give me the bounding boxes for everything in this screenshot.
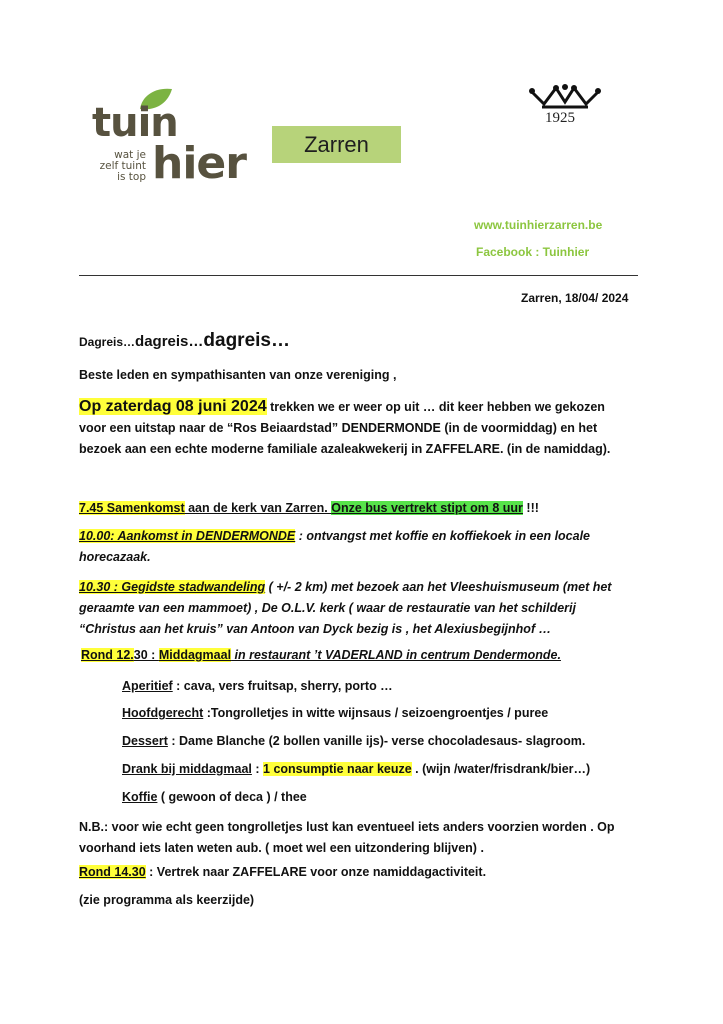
letter-date: Zarren, 18/04/ 2024 xyxy=(521,291,629,305)
logo-tagline: wat je zelf tuint is top xyxy=(99,149,146,183)
logo-word-hier: hier xyxy=(152,138,246,189)
schedule-item-meetup: 7.45 Samenkomst aan de kerk van Zarren. Onze bus vertrekt stipt om 8 uur !!! xyxy=(79,501,539,515)
schedule-item-afternoon: Rond 14.30 : Vertrek naar ZAFFELARE voor onze namiddagactiviteit. xyxy=(79,865,487,879)
founding-year: 1925 xyxy=(545,110,575,126)
nb-note: N.B.: voor wie echt geen tongrolletjes lust kan eventueel iets anders voorzien worden . Op voorhand iets laten weten aub. ( moet wel een uitzondering blijven) . xyxy=(79,820,615,855)
schedule-item-lunch: Rond 12.30 : Middagmaal in restaurant ’t VADERLAND in centrum Dendermonde. xyxy=(81,648,561,662)
intro-paragraph: Op zaterdag 08 juni 2024 trekken we er weer op uit … dit keer hebben we gekozen voor een uitstap naar de “Ros Beiaardstad” DENDERMONDE (in de voormiddag) en het bezoek aan een echte moderne familiale azaleakwekerij in ZAFFELARE. (in de namiddag). xyxy=(79,398,611,456)
footer-note: (zie programma als keerzijde) xyxy=(79,893,255,907)
menu-dessert: Dessert : Dame Blanche (2 bollen vanille ijs)- verse chocoladesaus- slagroom. xyxy=(122,734,586,748)
menu-drank: Drank bij middagmaal : 1 consumptie naar keuze . (wijn /water/frisdrank/bier…) xyxy=(122,762,591,776)
schedule-item-walk: 10.30 : Gegidste stadwandeling ( +/- 2 km) met bezoek aan het Vleeshuismuseum (met het geraamte van een mammoet) , De O.L.V. kerk ( waar de restauratie van het schilderij “Christus aan het kruis” van Antoon van Dyck bezig is , het Alexiusbegijnhof … xyxy=(79,580,612,636)
website-link[interactable]: www.tuinhierzarren.be xyxy=(474,218,603,232)
letter-title: Dagreis…dagreis…dagreis… xyxy=(79,330,290,351)
header-divider xyxy=(79,275,638,276)
zarren-label-box: Zarren xyxy=(272,126,401,163)
menu-koffie: Koffie ( gewoon of deca ) / thee xyxy=(122,790,307,804)
crown-icon xyxy=(528,84,602,110)
trip-date-highlight: Op zaterdag 08 juni 2024 xyxy=(79,398,267,415)
schedule-item-arrival: 10.00: Aankomst in DENDERMONDE : ontvangst met koffie en koffiekoek in een locale horecazaak. xyxy=(79,529,591,564)
salutation: Beste leden en sympathisanten van onze vereniging , xyxy=(79,368,397,382)
menu-aperitief: Aperitief : cava, vers fruitsap, sherry, porto … xyxy=(122,679,393,693)
facebook-link[interactable]: Facebook : Tuinhier xyxy=(476,245,590,259)
menu-hoofdgerecht: Hoofdgerecht :Tongrolletjes in witte wijnsaus / seizoengroentjes / puree xyxy=(122,706,549,720)
logo-word-tuin: tuin xyxy=(92,100,178,146)
